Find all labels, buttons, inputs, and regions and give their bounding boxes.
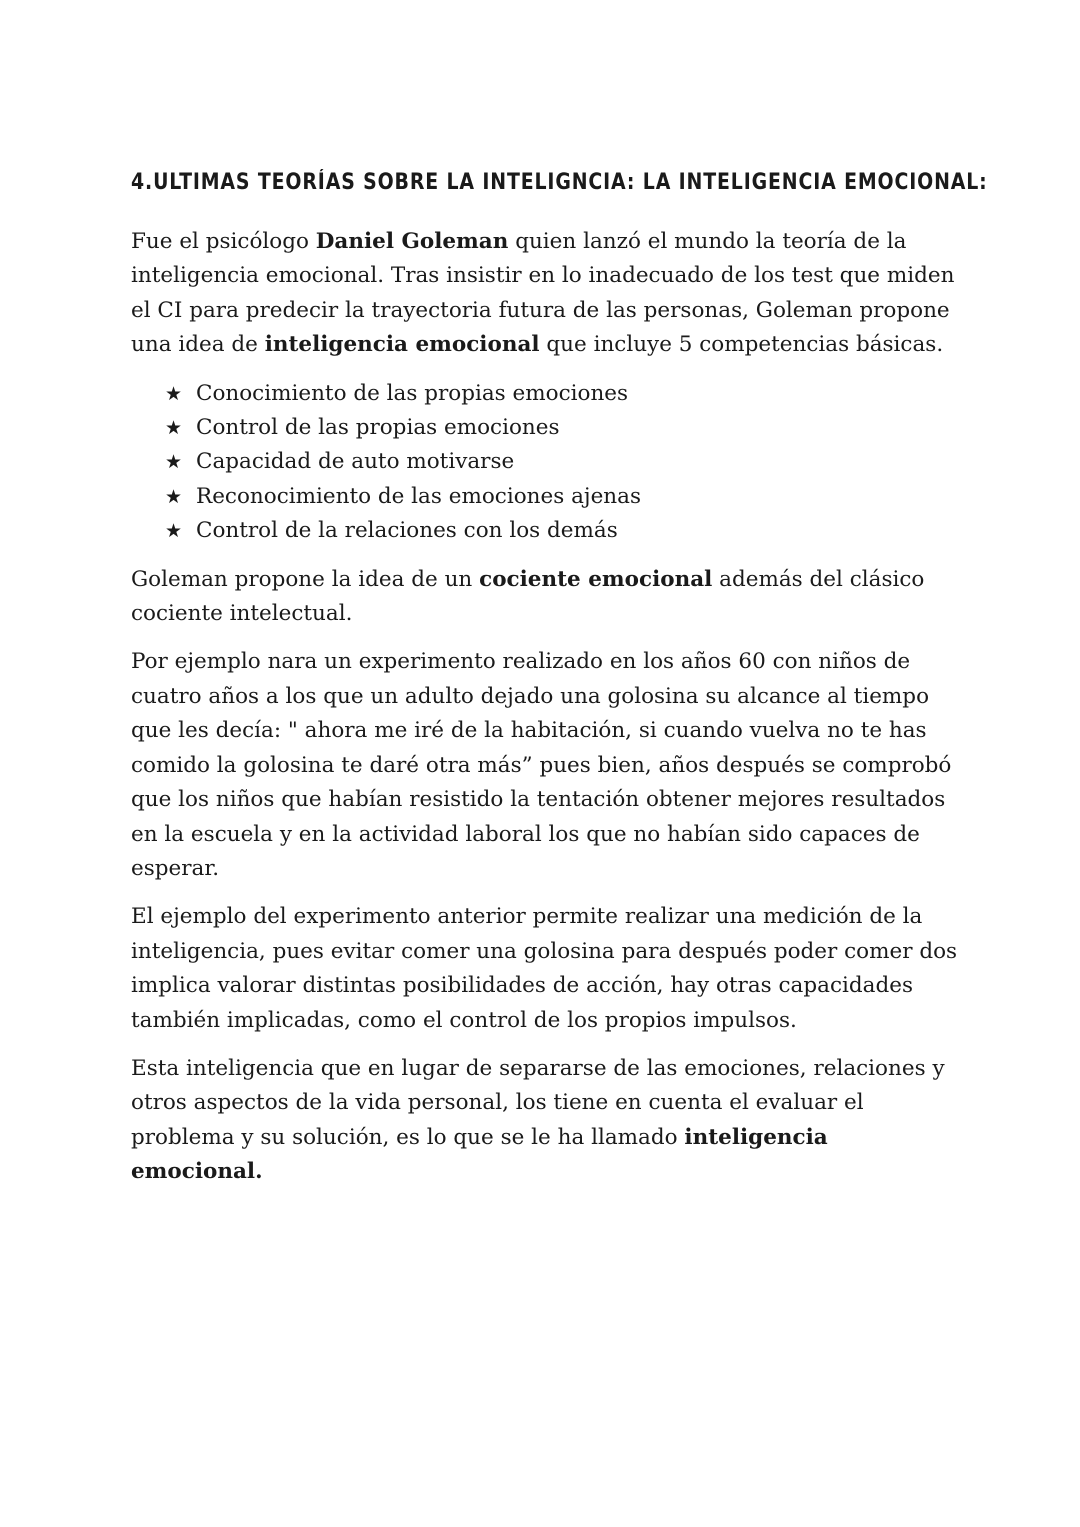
list-item [165, 377, 961, 411]
conclusion-paragraph [131, 1052, 961, 1190]
list-item-label: Reconocimiento de las emociones ajenas [196, 483, 642, 509]
section-heading: 4.ULTIMAS TEORÍAS SOBRE LA INTELIGNCIA: LA INTELIGENCIA EMOCIONAL: [131, 170, 988, 195]
intro-text-2: quien lanzó el mundo la teoría de la inteligencia emocional. Tras insistir en lo inadecuado de los test que miden el CI para predecir la trayectoria futura de las personas, Goleman propone una idea de [131, 229, 955, 358]
star-icon: ★ [165, 520, 183, 543]
eq-text-2: además del clásico cociente intelectual. [131, 566, 925, 627]
term-emotional-quotient: cociente emocional [479, 566, 713, 592]
conclusion-text: Esta inteligencia que en lugar de separarse de las emociones, relaciones y otros aspectos de la vida personal, los tiene en cuenta el evaluar el problema y su solución, es lo que se le ha llamado [131, 1055, 945, 1150]
intro-paragraph [131, 225, 961, 363]
list-item-label: Conocimiento de las propias emociones [196, 380, 629, 406]
list-item [165, 445, 961, 479]
list-item [165, 480, 961, 514]
star-icon: ★ [165, 382, 183, 405]
measurement-paragraph: El ejemplo del experimento anterior permite realizar una medición de la inteligencia, pues evitar comer una golosina para después poder comer dos implica valorar distintas posibilidades de acción, hay otras capacidades también implicadas, como el control de los propios impulsos. [131, 904, 958, 1033]
list-item-label: Control de la relaciones con los demás [196, 518, 618, 544]
author-name: Daniel Goleman [315, 229, 509, 254]
list-item-label: Control de las propias emociones [196, 415, 560, 441]
experiment-paragraph: Por ejemplo nara un experimento realizado en los años 60 con niños de cuatro años a los que un adulto dejado una golosina su alcance al tiempo que les decía: " ahora me iré de la habitación, si cuando vuelva no te has comido la golosina te daré otra más” pues bien, años después se comprobó que los niños que habían resistido la tentación obtener mejores resultados en la escuela y en la actividad laboral los que no habían sido capaces de esperar. [131, 649, 952, 881]
document-page [131, 170, 988, 1204]
star-icon: ★ [165, 417, 183, 440]
list-item [165, 514, 961, 548]
eq-text-1: Goleman propone la idea de un [131, 566, 480, 592]
intro-text-3: que incluye 5 competencias básicas. [539, 332, 944, 358]
list-item [165, 411, 961, 445]
term-emotional-intelligence-final: inteligencia emocional. [131, 1124, 828, 1185]
intro-text-1: Fue el psicólogo [131, 229, 316, 254]
star-icon: ★ [165, 485, 183, 508]
emotional-quotient-paragraph [131, 563, 961, 632]
star-icon: ★ [165, 451, 183, 474]
list-item-label: Capacidad de auto motivarse [196, 449, 515, 475]
term-emotional-intelligence: inteligencia emocional [264, 332, 540, 358]
competencies-list [131, 377, 961, 549]
